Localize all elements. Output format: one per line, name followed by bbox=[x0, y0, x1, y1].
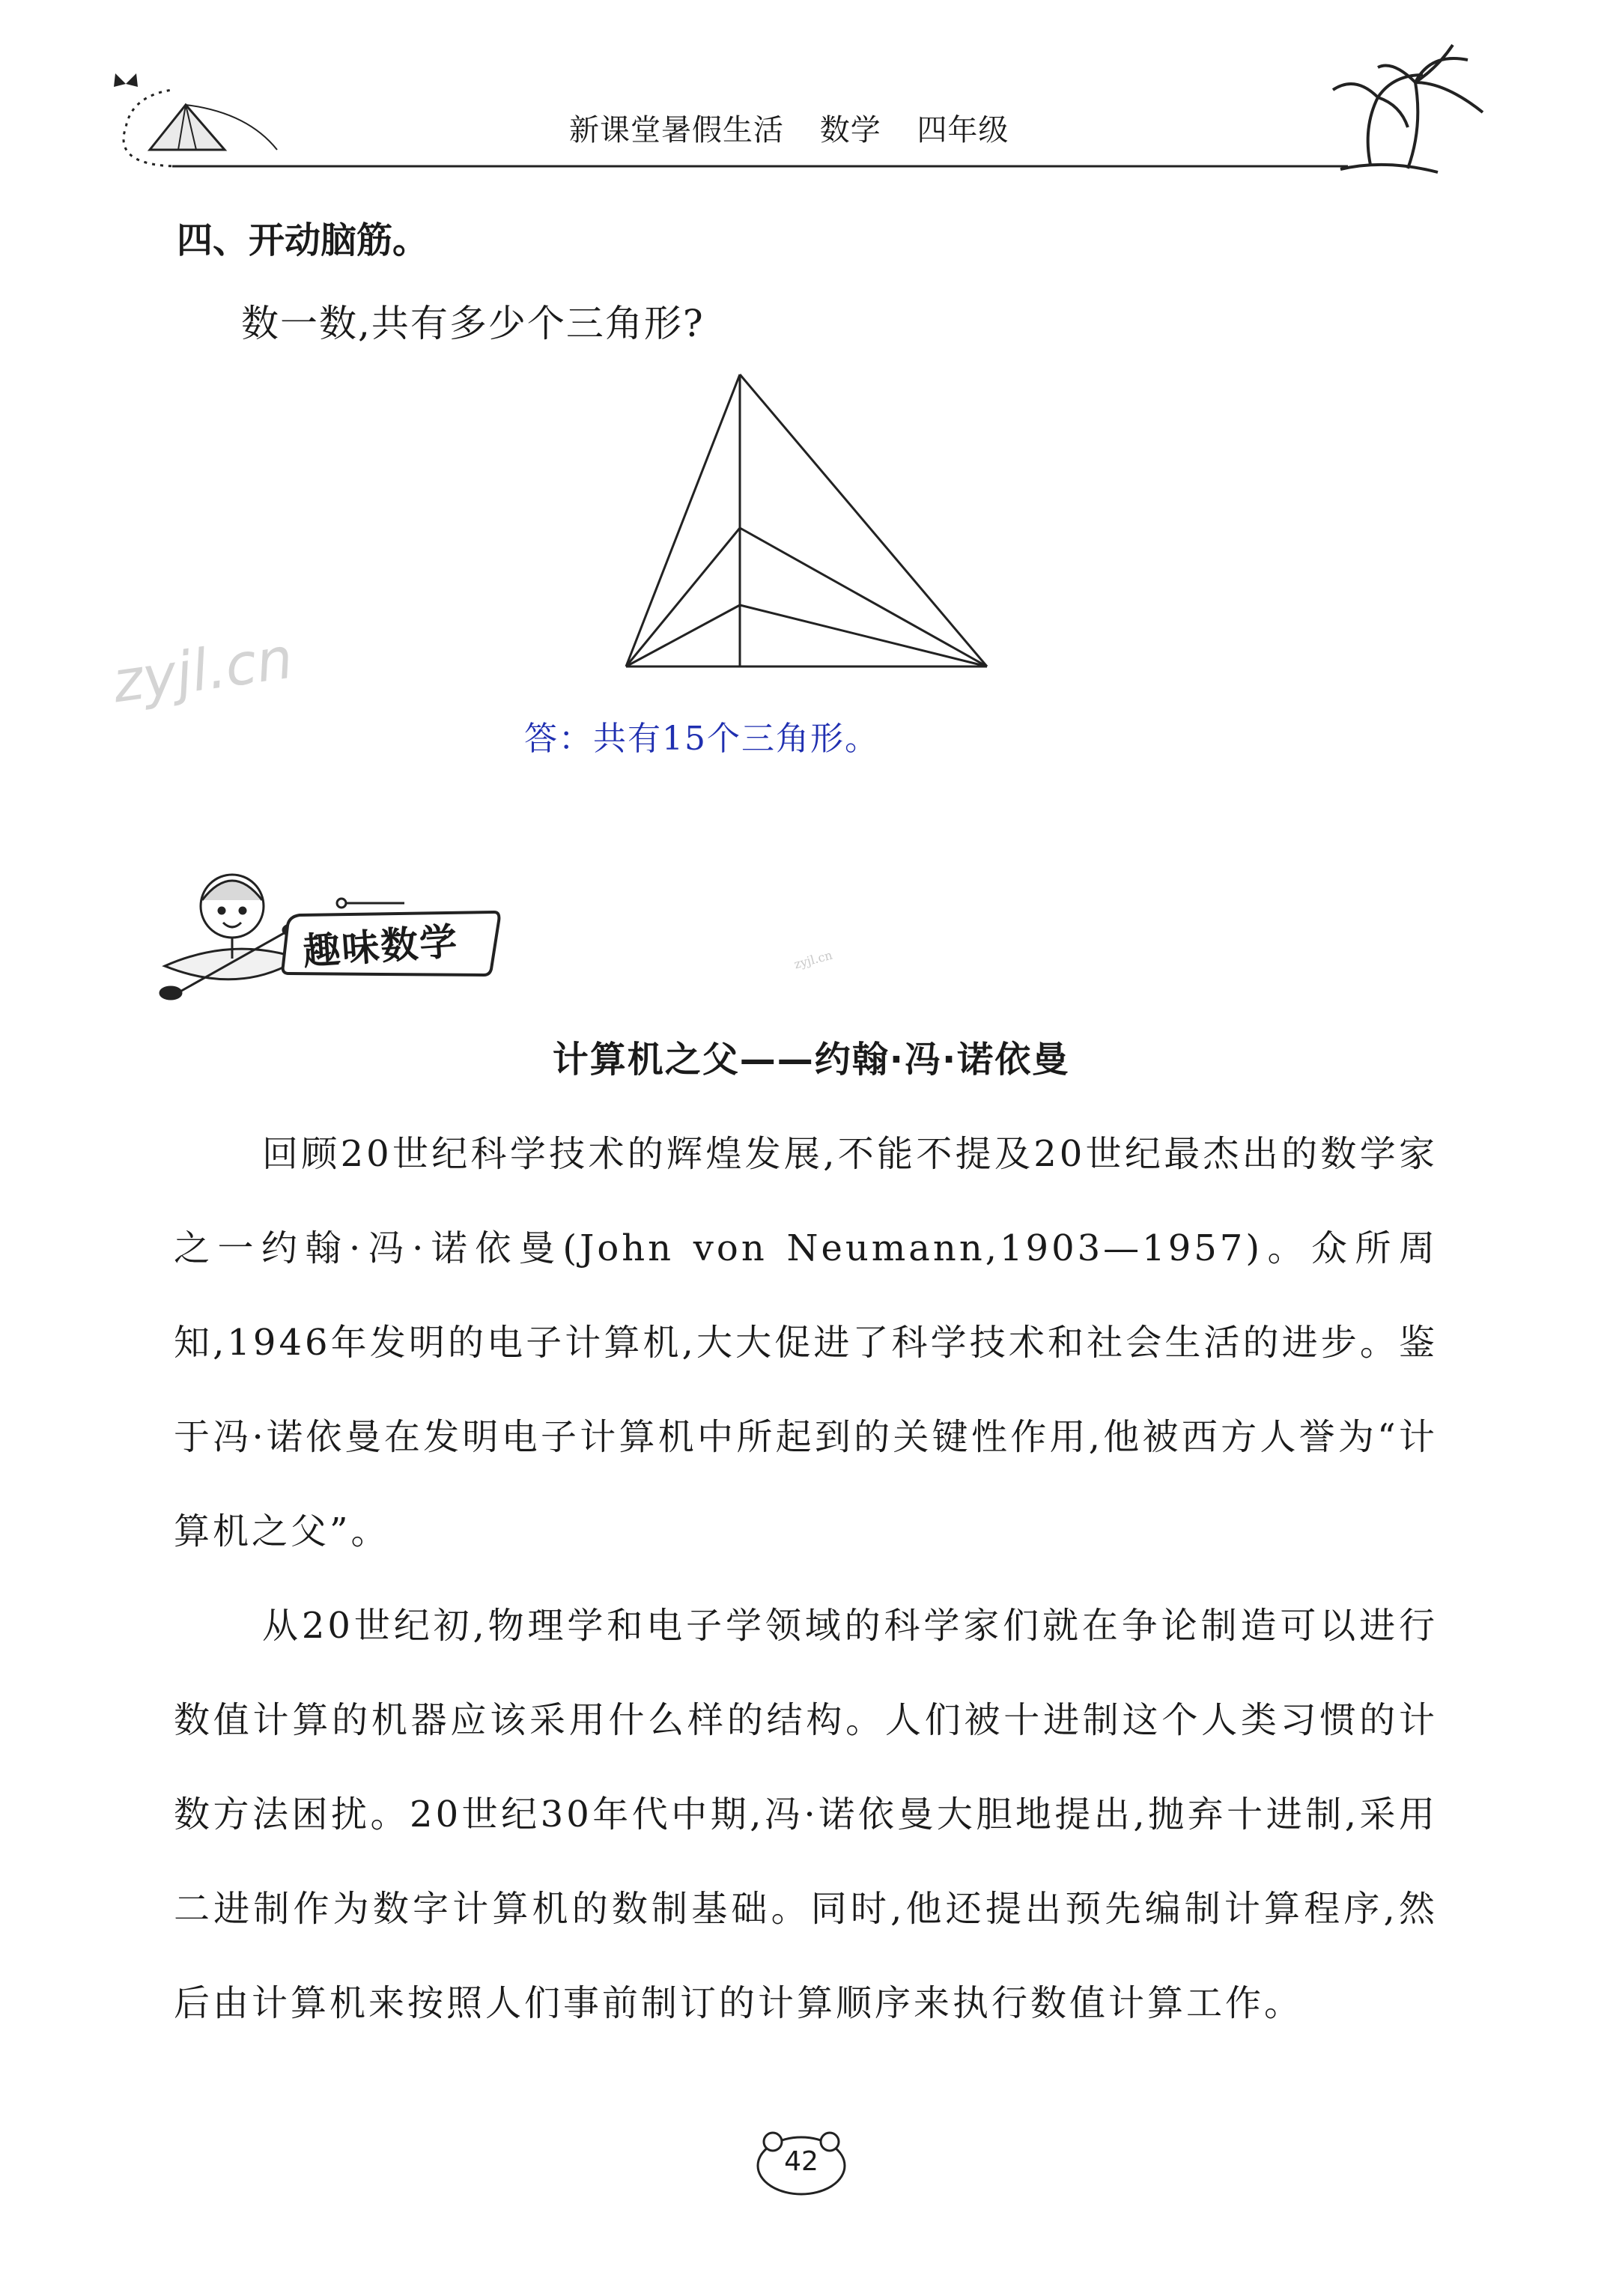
header-title bbox=[569, 106, 1093, 149]
palm-tree-icon bbox=[1333, 45, 1483, 172]
inner-line-lower-right bbox=[740, 605, 987, 666]
article-paragraph: 从20世纪初,物理学和电子学领域的科学家们就在争论制造可以进行数值计算的机器应该采用什么样的结构。人们被十进制这个人类习惯的计数方法困扰。20世纪30年代中期,冯·诺依曼大胆地提出,抛弃十进制,采用二进制作为数字计算机的数制基础。同时,他还提出预先编制计算程序,然后由计算机来按照人们事前制订的计算顺序来执行数值计算工作。 bbox=[174, 1605, 1438, 2024]
butterfly-icon bbox=[114, 73, 138, 87]
book-title: 新课堂暑假生活 bbox=[569, 113, 784, 148]
article-paragraph: 回顾20世纪科学技术的辉煌发展,不能不提及20世纪最杰出的数学家之一约翰·冯·诺依曼(John von Neumann,1903—1957)。众所周知,1946年发明的电子计算机,大大促进了科学技术和社会生活的进步。鉴于冯·诺依曼在发明电子计算机中所起到的关键性作用,他被西方人誉为“计算机之父”。 bbox=[174, 1133, 1438, 1552]
inner-line-upper-right bbox=[740, 528, 987, 666]
feature-badge-label: 趣味数学 bbox=[301, 919, 461, 974]
inner-line-upper-left bbox=[626, 528, 740, 666]
header-decoration bbox=[0, 0, 1622, 195]
page-number: 42 bbox=[784, 2146, 818, 2177]
tent-icon bbox=[150, 105, 277, 150]
article-title: 计算机之父——约翰·冯·诺依曼 bbox=[552, 1039, 1070, 1081]
triangle-left-edge bbox=[626, 374, 740, 666]
triangle-right-edge bbox=[740, 374, 987, 666]
watermark-small: zyjl.cn bbox=[792, 947, 834, 972]
answer-text: 答：共有15个三角形。 bbox=[524, 720, 879, 758]
inner-line-lower-left bbox=[626, 605, 740, 666]
question-text: 数一数,共有多少个三角形? bbox=[241, 302, 705, 345]
watermark: zyjl.cn bbox=[108, 624, 297, 716]
article-body bbox=[174, 1107, 1438, 2050]
grade-label: 四年级 bbox=[917, 113, 1009, 148]
subject-label: 数学 bbox=[819, 113, 881, 148]
section-heading: 四、开动脑筋。 bbox=[177, 219, 429, 261]
triangle-figure bbox=[614, 367, 1003, 681]
